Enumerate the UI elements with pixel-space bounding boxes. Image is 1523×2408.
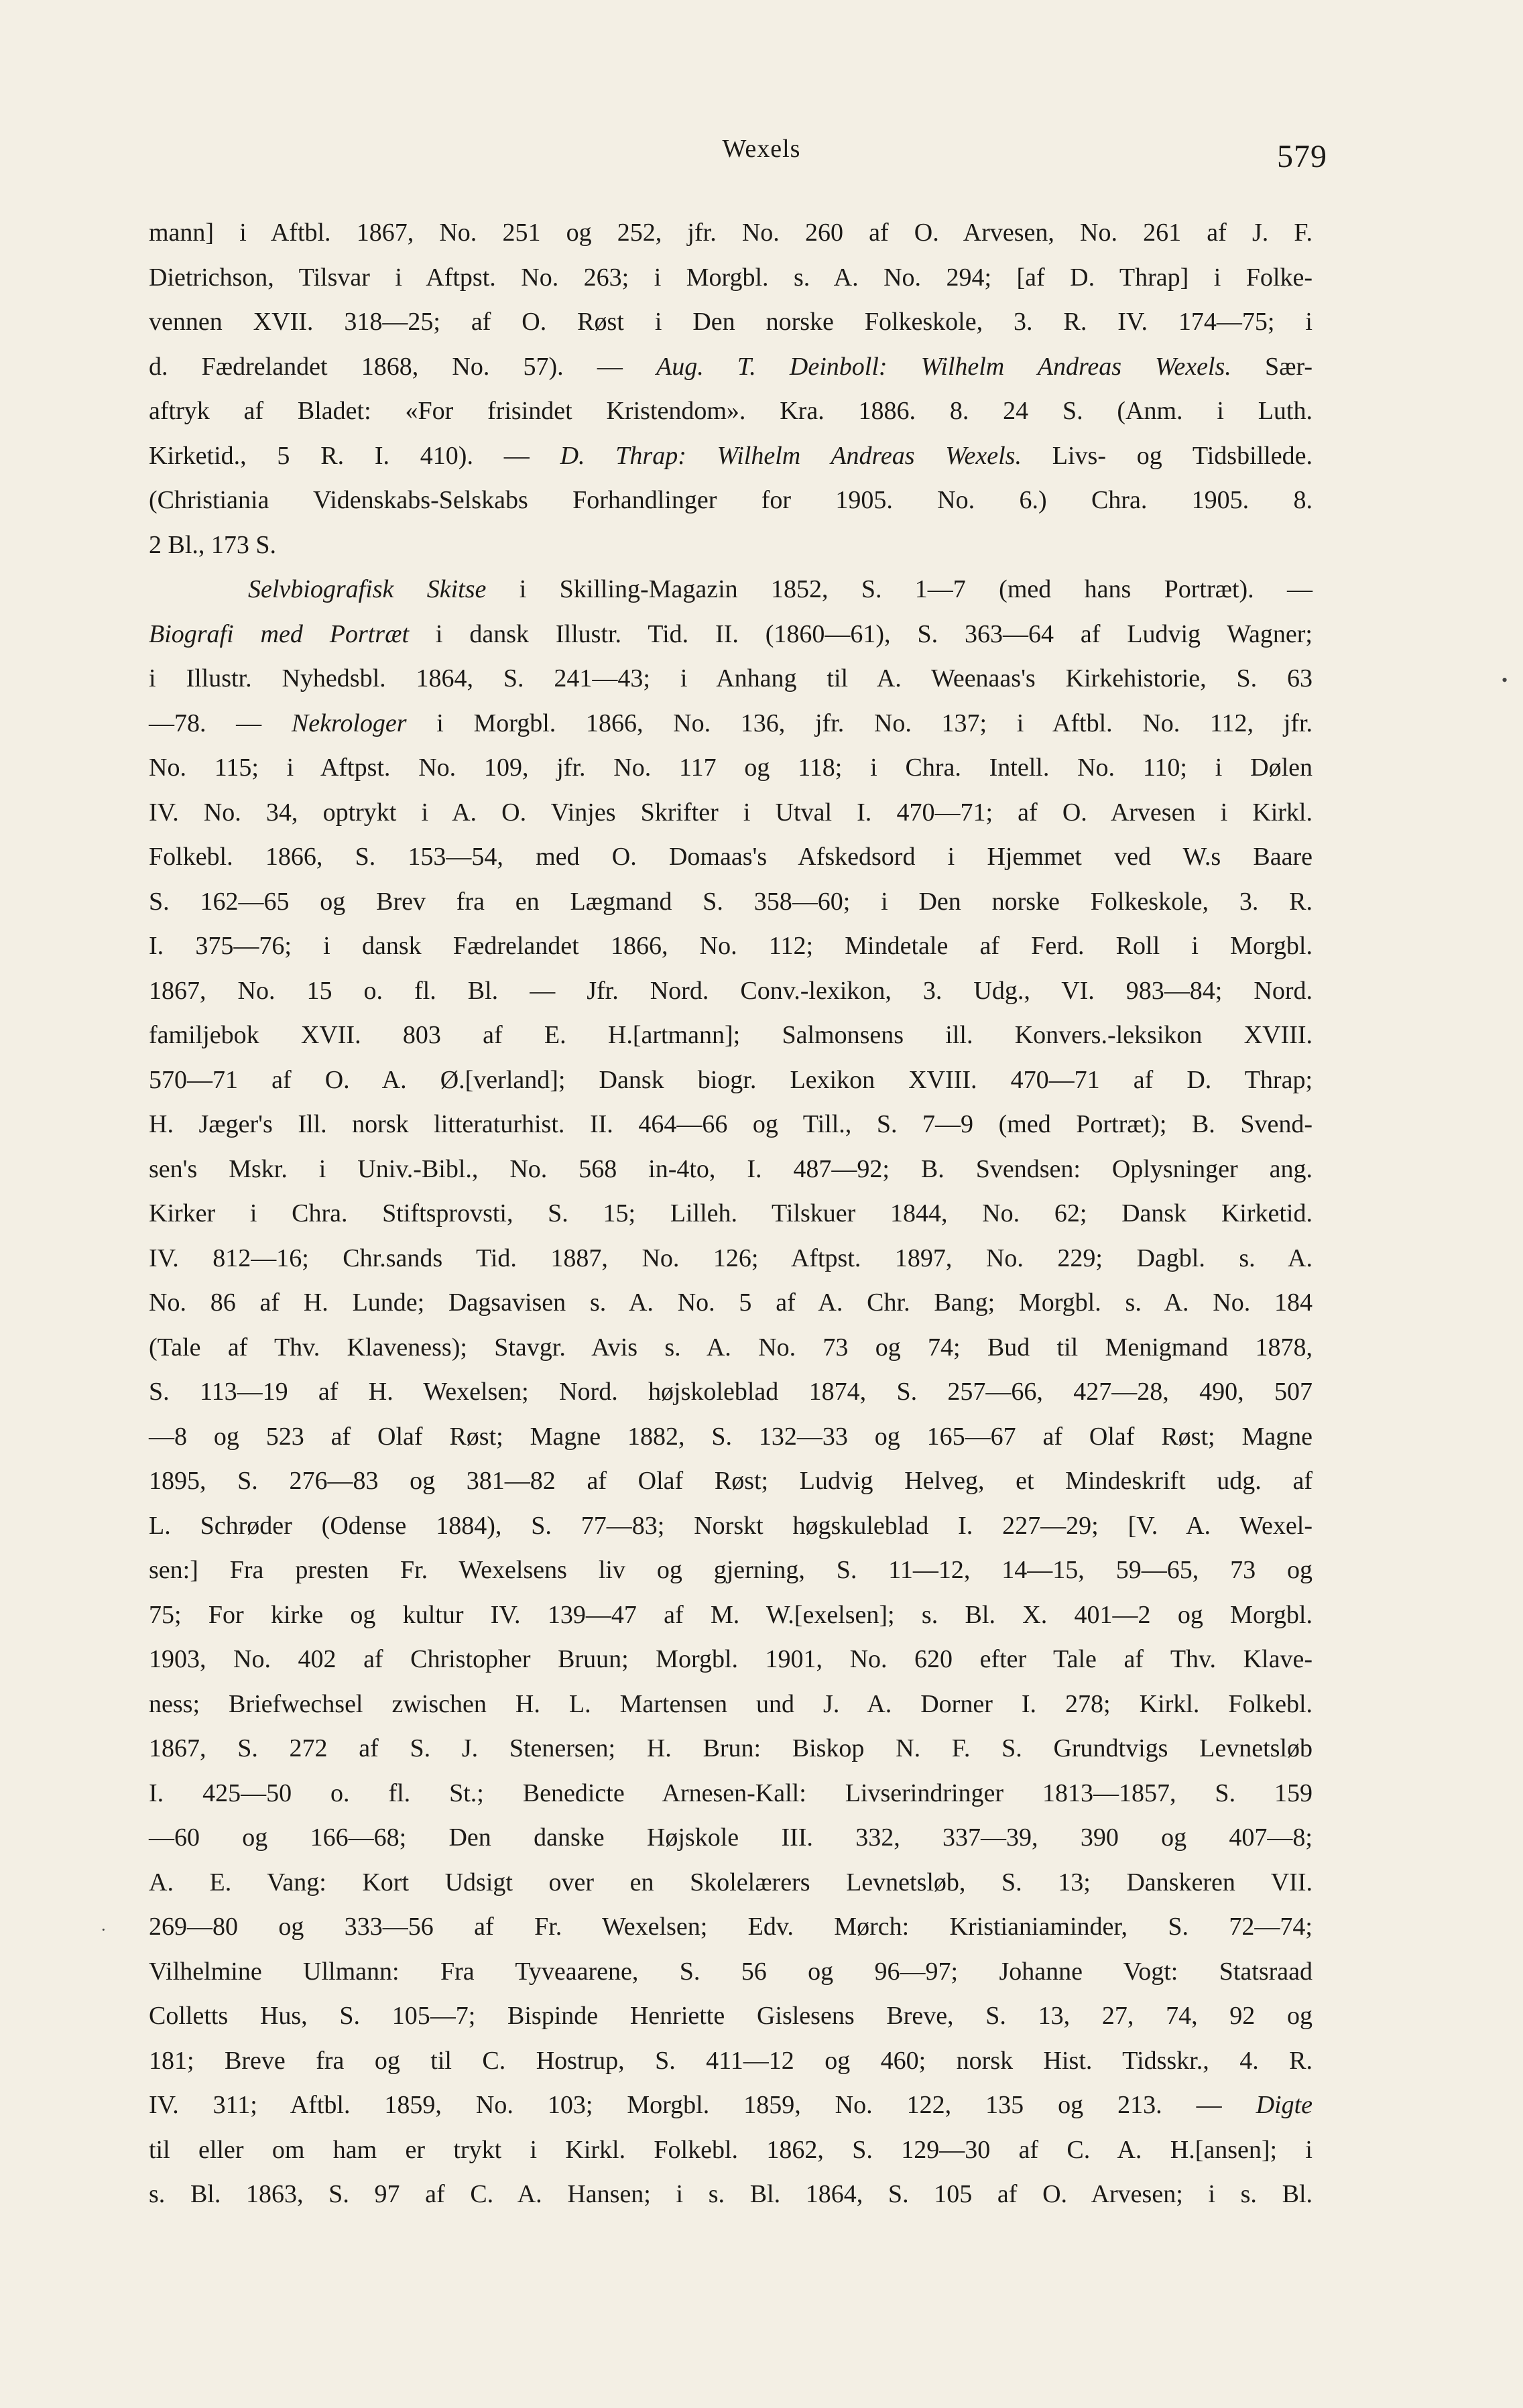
text-line	[149, 701, 1313, 746]
line-text: L. Schrøder (Odense 1884), S. 77—83; Norskt høgskuleblad I. 227—29; [V. A. Wexel-	[149, 1511, 1313, 1540]
text-line	[149, 612, 1313, 657]
line-text: I. 425—50 o. fl. St.; Benedicte Arnesen-Kall: Livserindringer 1813—1857, S. 159	[149, 1779, 1313, 1807]
text-line	[149, 1815, 1313, 1860]
text-line	[149, 478, 1313, 523]
line-text: Colletts Hus, S. 105—7; Bispinde Henriette Gislesens Breve, S. 13, 27, 74, 92 og	[149, 2002, 1313, 2030]
line-text: i dansk Illustr. Tid. II. (1860—61), S. 363—64 af Ludvig Wagner;	[409, 619, 1313, 648]
line-text: H. Jæger's Ill. norsk litteraturhist. II. 464—66 og Till., S. 7—9 (med Portræt); B. Svend-	[149, 1110, 1313, 1138]
text-line	[149, 300, 1313, 345]
text-line	[149, 656, 1313, 701]
text-line	[149, 1504, 1313, 1549]
text-line	[149, 1102, 1313, 1147]
line-text: sen's Mskr. i Univ.-Bibl., No. 568 in-4to, I. 487—92; B. Svendsen: Oplysninger ang.	[149, 1154, 1313, 1183]
text-line	[149, 255, 1313, 300]
text-line	[149, 1637, 1313, 1682]
text-line	[149, 1058, 1313, 1103]
text-line	[149, 1370, 1313, 1414]
line-text: IV. 311; Aftbl. 1859, No. 103; Morgbl. 1859, No. 122, 135 og 213. —	[149, 2091, 1256, 2119]
line-text: sen:] Fra presten Fr. Wexelsens liv og gjerning, S. 11—12, 14—15, 59—65, 73 og	[149, 1556, 1313, 1584]
line-text: Kirketid., 5 R. I. 410). —	[149, 441, 560, 470]
text-line	[149, 1013, 1313, 1058]
line-text: 269—80 og 333—56 af Fr. Wexelsen; Edv. Mørch: Kristianiaminder, S. 72—74;	[149, 1913, 1313, 1941]
line-text: mann] i Aftbl. 1867, No. 251 og 252, jfr. No. 260 af O. Arvesen, No. 261 af J. F.	[149, 219, 1313, 247]
italic-text: Digte	[1256, 2091, 1313, 2119]
italic-text: Aug. T. Deinboll: Wilhelm Andreas Wexels.	[656, 352, 1231, 381]
text-line	[149, 790, 1313, 835]
page-number: 579	[1277, 139, 1327, 174]
text-line	[149, 1191, 1313, 1236]
line-text: i Skilling-Magazin 1852, S. 1—7 (med hans Portræt). —	[486, 575, 1313, 603]
line-text: s. Bl. 1863, S. 97 af C. A. Hansen; i s. Bl. 1864, S. 105 af O. Arvesen; i s. Bl.	[149, 2180, 1313, 2208]
text-line	[149, 745, 1313, 790]
line-text: 1895, S. 276—83 og 381—82 af Olaf Røst; Ludvig Helveg, et Mindeskrift udg. af	[149, 1467, 1313, 1495]
italic-text: Nekrologer	[291, 709, 407, 737]
text-line	[149, 434, 1313, 479]
text-line	[149, 1994, 1313, 2039]
line-text: til eller om ham er trykt i Kirkl. Folkebl. 1862, S. 129—30 af C. A. H.[ansen]; i	[149, 2135, 1313, 2164]
running-head: Wexels	[722, 135, 801, 163]
text-line	[149, 880, 1313, 924]
text-line	[149, 1771, 1313, 1816]
line-text: Kirker i Chra. Stiftsprovsti, S. 15; Lilleh. Tilskuer 1844, No. 62; Dansk Kirketid.	[149, 1199, 1313, 1227]
text-line	[149, 2083, 1313, 2128]
line-text: i Morgbl. 1866, No. 136, jfr. No. 137; i Aftbl. No. 112, jfr.	[406, 709, 1313, 737]
line-text: ness; Briefwechsel zwischen H. L. Martensen und J. A. Dorner I. 278; Kirkl. Folkebl.	[149, 1689, 1313, 1718]
text-line	[149, 1548, 1313, 1593]
text-line	[149, 345, 1313, 389]
margin-dot: ·	[101, 1920, 107, 1939]
line-text: vennen XVII. 318—25; af O. Røst i Den norske Folkeskole, 3. R. IV. 174—75; i	[149, 308, 1313, 336]
text-line	[149, 1860, 1313, 1905]
text-line	[149, 1280, 1313, 1325]
line-text: Livs- og Tidsbillede.	[1021, 441, 1313, 470]
text-line	[149, 567, 1313, 612]
body-text	[149, 210, 1313, 2217]
text-line	[149, 1593, 1313, 1638]
line-text: A. E. Vang: Kort Udsigt over en Skolelærers Levnetsløb, S. 13; Danskeren VII.	[149, 1868, 1313, 1897]
text-line	[149, 1414, 1313, 1459]
line-text: (Tale af Thv. Klaveness); Stavgr. Avis s. A. No. 73 og 74; Bud til Menigmand 1878,	[149, 1333, 1313, 1362]
italic-text: D. Thrap: Wilhelm Andreas Wexels.	[560, 441, 1022, 470]
text-line	[149, 523, 1313, 568]
line-text: 75; For kirke og kultur IV. 139—47 af M. W.[exelsen]; s. Bl. X. 401—2 og Morgbl.	[149, 1600, 1313, 1629]
line-text: S. 113—19 af H. Wexelsen; Nord. højskoleblad 1874, S. 257—66, 427—28, 490, 507	[149, 1378, 1313, 1406]
text-line	[149, 1325, 1313, 1370]
line-text: familjebok XVII. 803 af E. H.[artmann]; Salmonsens ill. Konvers.-leksikon XVIII.	[149, 1021, 1313, 1049]
line-text: aftryk af Bladet: «For frisindet Kristendom». Kra. 1886. 8. 24 S. (Anm. i Luth.	[149, 397, 1313, 425]
italic-text: Selvbiografisk Skitse	[248, 575, 487, 603]
line-text: 1867, No. 15 o. fl. Bl. — Jfr. Nord. Conv.-lexikon, 3. Udg., VI. 983—84; Nord.	[149, 976, 1313, 1005]
text-line	[149, 1949, 1313, 1994]
line-text: IV. 812—16; Chr.sands Tid. 1887, No. 126; Aftpst. 1897, No. 229; Dagbl. s. A.	[149, 1244, 1313, 1272]
line-text: No. 115; i Aftpst. No. 109, jfr. No. 117 og 118; i Chra. Intell. No. 110; i Dølen	[149, 754, 1313, 782]
text-line	[149, 835, 1313, 880]
text-line	[149, 2128, 1313, 2173]
margin-dot: •	[1502, 670, 1508, 690]
text-line	[149, 1726, 1313, 1771]
line-text: (Christiania Videnskabs-Selskabs Forhandlinger for 1905. No. 6.) Chra. 1905. 8.	[149, 486, 1313, 514]
text-line	[149, 2039, 1313, 2084]
line-text: 2 Bl., 173 S.	[149, 530, 277, 559]
line-text: Sær-	[1231, 352, 1313, 381]
line-text: 181; Breve fra og til C. Hostrup, S. 411—12 og 460; norsk Hist. Tidsskr., 4. R.	[149, 2046, 1313, 2075]
text-line	[149, 1459, 1313, 1504]
line-text: 1867, S. 272 af S. J. Stenersen; H. Brun: Biskop N. F. S. Grundtvigs Levnetsløb	[149, 1734, 1313, 1762]
text-line	[149, 969, 1313, 1014]
line-text: S. 162—65 og Brev fra en Lægmand S. 358—60; i Den norske Folkeskole, 3. R.	[149, 887, 1313, 916]
italic-text: Biografi med Portræt	[149, 619, 409, 648]
line-text: I. 375—76; i dansk Fædrelandet 1866, No. 112; Mindetale af Ferd. Roll i Morgbl.	[149, 932, 1313, 960]
text-line	[149, 2172, 1313, 2217]
line-text: Folkebl. 1866, S. 153—54, med O. Domaas's Afskedsord i Hjemmet ved W.s Baare	[149, 843, 1313, 871]
text-line	[149, 1905, 1313, 1949]
text-line	[149, 924, 1313, 969]
line-text: —78. —	[149, 709, 292, 737]
text-line	[149, 210, 1313, 255]
line-text: —60 og 166—68; Den danske Højskole III. 332, 337—39, 390 og 407—8;	[149, 1823, 1313, 1852]
line-text: Dietrichson, Tilsvar i Aftpst. No. 263; i Morgbl. s. A. No. 294; [af D. Thrap] i Folke-	[149, 263, 1313, 292]
line-text: Vilhelmine Ullmann: Fra Tyveaarene, S. 56 og 96—97; Johanne Vogt: Statsraad	[149, 1957, 1313, 1986]
line-text: i Illustr. Nyhedsbl. 1864, S. 241—43; i Anhang til A. Weenaas's Kirkehistorie, S. 63	[149, 664, 1313, 693]
line-text: IV. No. 34, optrykt i A. O. Vinjes Skrifter i Utval I. 470—71; af O. Arvesen i Kirkl.	[149, 798, 1313, 827]
line-text: d. Fædrelandet 1868, No. 57). —	[149, 352, 657, 381]
text-line	[149, 1236, 1313, 1281]
text-line	[149, 389, 1313, 434]
line-text: 1903, No. 402 af Christopher Bruun; Morgbl. 1901, No. 620 efter Tale af Thv. Klave-	[149, 1645, 1313, 1673]
line-text: —8 og 523 af Olaf Røst; Magne 1882, S. 132—33 og 165—67 af Olaf Røst; Magne	[149, 1422, 1313, 1451]
line-text: 570—71 af O. A. Ø.[verland]; Dansk biogr. Lexikon XVIII. 470—71 af D. Thrap;	[149, 1065, 1313, 1094]
text-line	[149, 1147, 1313, 1192]
line-text: No. 86 af H. Lunde; Dagsavisen s. A. No. 5 af A. Chr. Bang; Morgbl. s. A. No. 184	[149, 1288, 1313, 1317]
text-line	[149, 1682, 1313, 1727]
